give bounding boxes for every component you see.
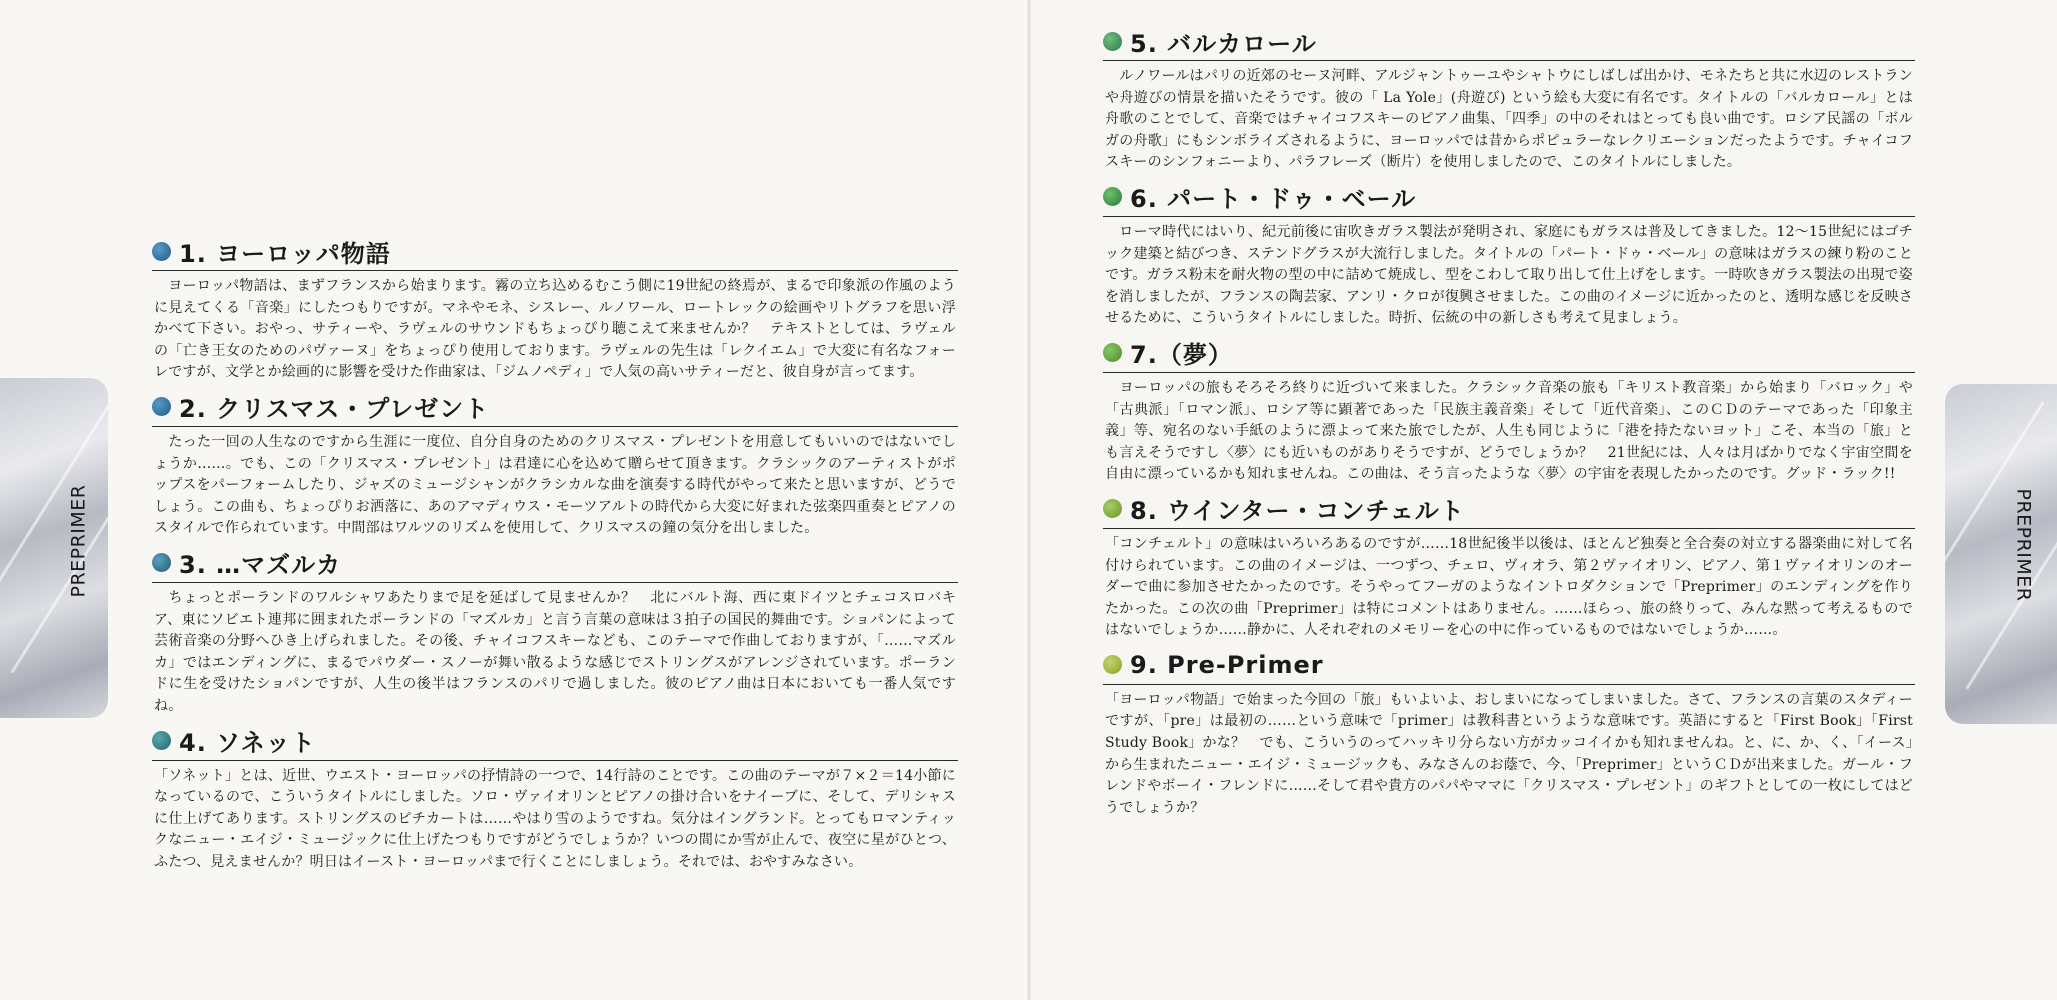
section-title: 9. Pre-Primer — [1130, 650, 1324, 679]
section-8 — [1103, 492, 1915, 642]
section-title: 8. ウインター・コンチェルト — [1130, 497, 1465, 526]
section-body: ルノワールはパリの近郊のセーヌ河畔、アルジャントゥーユやシャトウにしばしば出かけ、モネたちと共に水辺のレストランや舟遊びの情景を描いたそうです。彼の「 La Yole」(舟遊び) という絵も大変に有名です。タイトルの「バルカロール」とは舟歌のことでして、音楽ではチャイコフスキーのピアノ曲集、「四季」の中のそれはとっても良い曲です。ロシア民謡の「ボルガの舟歌」にもシンボライズされるように、ヨーロッパでは昔からポピュラーなレクリエーションだったようです。チャイコフスキーのシンフォニーより、パラフレーズ（断片）を使用しましたので、このタイトルにしました。 — [1105, 68, 1913, 171]
preprimer-tab-label: PREPRIMER — [2012, 488, 2035, 602]
section-7 — [1103, 336, 1915, 486]
right-side-tab — [1945, 384, 2057, 724]
tab-streak — [1965, 501, 2057, 689]
section-title: 4. ソネット — [179, 729, 316, 757]
circle-bullet-icon — [152, 553, 171, 572]
section-heading — [152, 390, 958, 427]
section-9 — [1103, 648, 1915, 820]
circle-bullet-icon — [1103, 655, 1122, 674]
section-6 — [1103, 180, 1915, 330]
left-side-tab — [0, 378, 108, 718]
right-column — [1103, 24, 1915, 825]
section-title: 6. パート・ドゥ・ベール — [1130, 185, 1417, 214]
section-body: 「コンチェルト」の意味はいろいろあるのですが……18世紀後半以後は、ほとんど独奏と全合奏の対立する器楽曲に対して名付けられています。この曲のイメージは、一つずつ、チェロ、ヴィオラ、第２ヴァイオリン、ピアノ、第１ヴァイオリンのオーダーで曲に参加させたかったのです。そうやってフーガのようなイントロダクションで「Preprimer」のエンディングを作りたかった。この次の曲「Preprimer」は特にコメントはありません。……ほらっ、旅の終りって、みんな黙って考えるものではないでしょうか……静かに、人それぞれのメモリーを心の中に作っているものではないでしょうか……。 — [1105, 535, 1913, 639]
section-title: 1. ヨーロッパ物語 — [179, 239, 391, 268]
section-2 — [152, 390, 958, 540]
circle-bullet-icon — [152, 731, 171, 750]
section-heading — [1103, 180, 1915, 217]
section-heading — [1103, 648, 1915, 685]
section-heading — [152, 234, 958, 271]
section-body: たった一回の人生なのですから生涯に一度位、自分自身のためのクリスマス・プレゼントを用意してもいいのではないでしょうか……。でも、この「クリスマス・プレゼント」は君達に心を込めて贈らせて頂きます。クラシックのアーティストがポップスをパーフォームしたり、ジャズのミュージシャンがクラシカルな曲を演奏する時代がやって来たと思いますが、どうでしょう。この曲も、ちょっぴりお洒落に、あのアマディウス・モーツアルトの時代から大変に好まれた弦楽四重奏とピアノのスタイルで作られています。中間部はワルツのリズムを使用して、クリスマスの鐘の気分を出しました。 — [154, 433, 956, 537]
section-body: ローマ時代にはいり、紀元前後に宙吹きガラス製法が発明され、家庭にもガラスは普及してきました。12～15世紀にはゴチック建築と結びつき、ステンドグラスが大流行しました。タイトルの「パート・ドゥ・ベール」の意味はガラスの練り粉のことです。ガラス粉末を耐火物の型の中に詰めて焼成し、型をこわして取り出して仕上げをします。一時吹きガラス製法の出現で姿を消しましたが、フランスの陶芸家、アンリ・クロが復興させました。この曲のイメージに近かったのと、透明な感じを反映させるために、こういうタイトルにしました。時折、伝統の中の新しさも考えて見ましょう。 — [1105, 223, 1913, 327]
section-title: 5. バルカロール — [1130, 29, 1317, 58]
left-column — [152, 234, 958, 879]
section-heading — [1103, 492, 1915, 529]
circle-bullet-icon — [1103, 499, 1122, 518]
section-heading — [152, 546, 958, 583]
section-body: ちょっとポーランドのワルシャワあたりまで足を延ばして見ませんか？ 北にバルト海、西に東ドイツとチェコスロバキア、東にソビエト連邦に囲まれたポーランドの「マズルカ」と言う言葉の意味は３拍子の国民的舞曲です。ショパンによって芸術音楽の分野へひき上げられました。その後、チャイコフスキーなども、このテーマで作曲しておりますが、「……マズルカ」ではエンディングに、まるでパウダー・スノーが舞い散るような感じでストリングスがアレンジされています。ポーランドに生を受けたショパンですが、人生の後半はフランスのパリで過しました。彼のピアノ曲は日本においても一番人気ですね。 — [154, 589, 956, 714]
section-title: 3. …マズルカ — [179, 551, 342, 580]
section-heading — [1103, 24, 1915, 61]
left-page — [0, 0, 1028, 1000]
preprimer-tab-label: PREPRIMER — [67, 484, 90, 598]
section-heading — [1103, 336, 1915, 373]
tab-streak — [10, 485, 108, 673]
section-4 — [152, 724, 958, 874]
circle-bullet-icon — [1103, 343, 1122, 362]
section-title: 2. クリスマス・プレゼント — [179, 395, 490, 424]
section-body: 「ヨーロッパ物語」で始まった今回の「旅」もいよいよ、おしまいになってしまいました。さて、フランスの言葉のスタディーですが、「pre」は最初の……という意味で「primer」は教科書というような意味です。英語にすると「First Book」「First Study Book」かな？ でも、こういうのってハッキリ分らない方がカッコイイかも知れませんね。と、に、か、く、「イース」から生まれたニュー・エイジ・ミュージックも、みなさんのお蔭で、今、「Preprimer」というＣＤが出来ました。ガール・フレンドやボーイ・フレンドに……そして君や貴方のパパやママに「クリスマス・プレゼント」のギフトとしての一枚にしてはどうでしょうか？ — [1105, 691, 1913, 816]
circle-bullet-icon — [152, 397, 171, 416]
section-heading — [152, 724, 958, 761]
section-body: 「ソネット」とは、近世、ウエスト・ヨーロッパの抒情詩の一つで、14行詩のことです。この曲のテーマが７×２＝14小節になっているので、こういうタイトルにしました。ソロ・ヴァイオリンとピアノの掛け合いをナイーブに、そして、デリシャスに仕上げてあります。ストリングスのピチカートは……やはり雪のようですね。気分はイングランド。とってもロマンティックなニュー・エイジ・ミュージックに仕上げたつもりですがどうでしょうか？いつの間にか雪が止んで、夜空に星がひとつ、ふたつ、見えませんか？明日はイースト・ヨーロッパまで行くことにしましょう。それでは、おやすみなさい。 — [154, 767, 956, 870]
circle-bullet-icon — [1103, 32, 1122, 51]
section-body: ヨーロッパの旅もそろそろ終りに近づいて来ました。クラシック音楽の旅も「キリスト教音楽」から始まり「バロック」や「古典派」「ロマン派」、ロシア等に顕著であった「民族主義音楽」そして「近代音楽」、このＣＤのテーマであった「印象主義」等、宛名のない手紙のように漂よって来た旅でしたが、人生も同じように「港を持たないヨット」こそ、本当の「旅」とも言えそうですし〈夢〉にも近いものがありそうですが、どうでしょうか？ 21世紀には、人々は月ばかりでなく宇宙空間を自由に漂っているかも知れませんね。この曲は、そう言ったような〈夢〉の宇宙を表現したかったのです。グッド・ラック!! — [1105, 379, 1913, 483]
section-1 — [152, 234, 958, 384]
section-title: 7.（夢） — [1130, 341, 1233, 370]
tab-streak — [0, 405, 108, 593]
section-5 — [1103, 24, 1915, 174]
section-body: ヨーロッパ物語は、まずフランスから始まります。霧の立ち込めるむこう側に19世紀の終焉が、まるで印象派の作風のように見えてくる「音楽」にしたつもりですが。マネやモネ、シスレー、ルノワール、ロートレックの絵画やリトグラフを思い浮かべて下さい。おやっ、サティーや、ラヴェルのサウンドもちょっぴり聴こえて来ませんか？ テキストとしては、ラヴェルの「亡き王女のためのパヴァーヌ」をちょっぴり使用しております。ラヴェルの先生は「レクイエム」で大変に有名なフォーレですが、文学とか絵画的に影響を受けた作曲家は、「ジムノペディ」で人気の高いサティーだと、彼自身が言ってます。 — [154, 278, 956, 381]
circle-bullet-icon — [1103, 187, 1122, 206]
circle-bullet-icon — [152, 242, 171, 261]
section-3 — [152, 546, 958, 718]
